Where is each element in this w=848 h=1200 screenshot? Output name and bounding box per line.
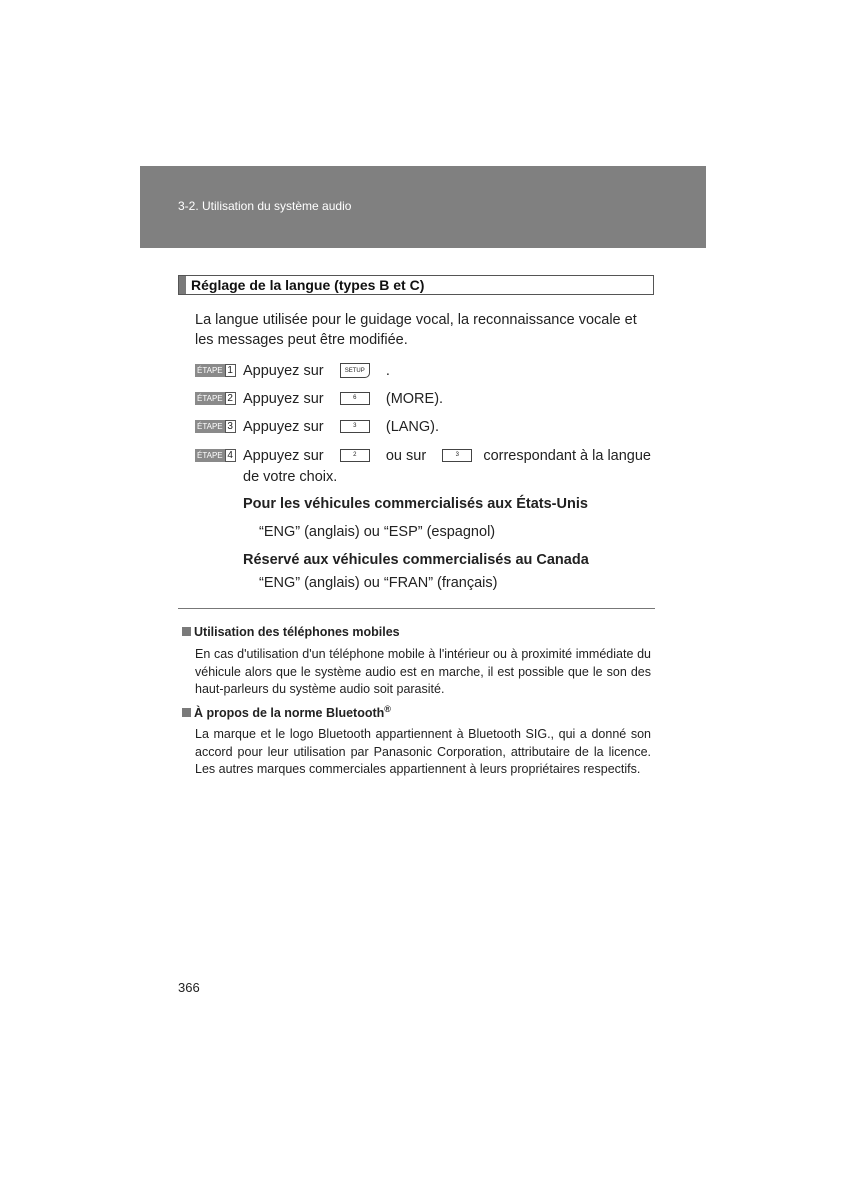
setup-key-icon: SETUP (340, 363, 370, 378)
key-2-icon: 2 (340, 449, 370, 462)
note-heading-bluetooth: À propos de la norme Bluetooth® (182, 704, 391, 720)
step-badge: ÉTAPE 2 (195, 392, 236, 405)
square-bullet-icon (182, 708, 191, 717)
step-text-continued: de votre choix. (243, 469, 338, 485)
us-heading: Pour les véhicules commercialisés aux États-Unis (243, 496, 588, 512)
section-tab (179, 276, 186, 294)
key-6-icon: 6 (340, 392, 370, 405)
section-title-box (178, 275, 654, 295)
canada-heading: Réservé aux véhicules commercialisés au Canada (243, 552, 589, 568)
note-body-bluetooth: La marque et le logo Bluetooth appartiennent à Bluetooth SIG., qui a donné son accord pour leur utilisation par Panasonic Corporation, attributaire de la licence. Les autres marques commerciales appartiennent à leurs propriétaires respectifs. (195, 727, 651, 776)
canada-languages: “ENG” (anglais) ou “FRAN” (français) (259, 575, 498, 591)
step-text: Appuyez sur (243, 419, 324, 435)
step-badge: ÉTAPE 1 (195, 364, 236, 377)
us-languages: “ENG” (anglais) ou “ESP” (espagnol) (259, 524, 496, 540)
section-breadcrumb: 3-2. Utilisation du système audio (178, 199, 352, 213)
section-title: Réglage de la langue (types B et C) (191, 277, 425, 293)
note-heading-phones: Utilisation des téléphones mobiles (182, 625, 400, 639)
divider (178, 608, 655, 609)
step-text: Appuyez sur (243, 391, 324, 407)
key-3-icon: 3 (442, 449, 472, 462)
step-badge: ÉTAPE 4 (195, 449, 236, 462)
key-3-icon: 3 (340, 420, 370, 433)
page-number: 366 (178, 980, 200, 995)
intro-paragraph: La langue utilisée pour le guidage vocal, la reconnaissance vocale et les messages peut être modifiée. (195, 312, 637, 348)
step-text: Appuyez sur (243, 448, 324, 464)
note-body-phones: En cas d'utilisation d'un téléphone mobile à l'intérieur ou à proximité immédiate du véhicule alors que le système audio est en marche, il est possible que le son des haut-parleurs du système audio soit parasité. (195, 647, 651, 696)
step-badge: ÉTAPE 3 (195, 420, 236, 433)
step-text: Appuyez sur (243, 363, 324, 379)
step-4: ÉTAPE 4 Appuyez sur 2 ou sur 3 correspondant à la langue de votre choix. (197, 448, 651, 485)
header-bar (140, 166, 706, 248)
square-bullet-icon (182, 627, 191, 636)
